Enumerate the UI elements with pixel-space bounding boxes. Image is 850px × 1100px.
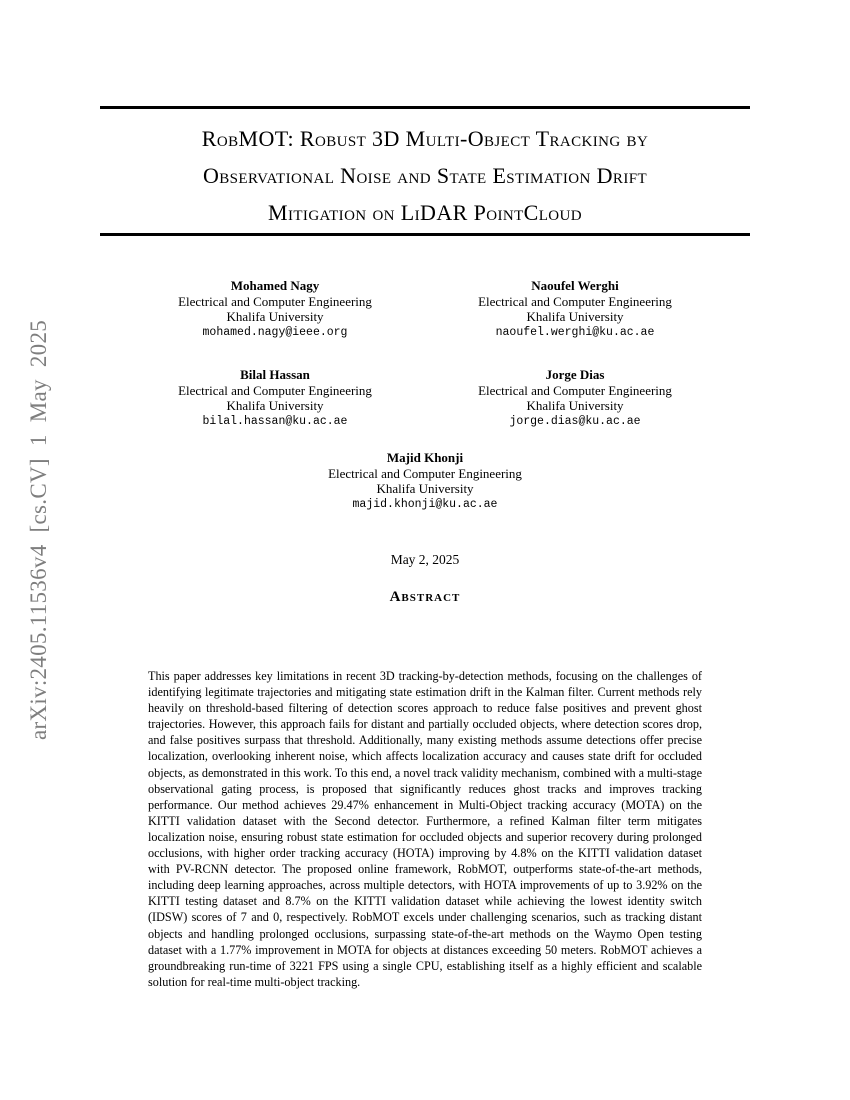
abstract-heading: Abstract xyxy=(389,589,461,605)
author-block-jorge-dias xyxy=(425,367,725,430)
paper-title-line-1: RobMOT: Robust 3D Multi-Object Tracking by xyxy=(201,126,649,151)
author-name: Mohamed Nagy xyxy=(230,278,320,293)
author-block-bilal-hassan xyxy=(125,367,425,430)
author-email: jorge.dias@ku.ac.ae xyxy=(509,414,641,428)
author-university: Khalifa University xyxy=(526,309,624,325)
author-center-row xyxy=(0,450,850,513)
paper-title-line-3: Mitigation on LiDAR PointCloud xyxy=(268,200,582,225)
authors-grid xyxy=(125,278,725,430)
paper-title-line-2: Observational Noise and State Estimation Drift xyxy=(202,163,648,188)
author-block-naoufel-werghi xyxy=(425,278,725,341)
author-name: Naoufel Werghi xyxy=(531,278,619,293)
author-email: mohamed.nagy@ieee.org xyxy=(202,326,348,340)
paper-title xyxy=(0,120,850,231)
title-rule-bottom xyxy=(100,233,750,236)
author-name: Jorge Dias xyxy=(545,366,605,382)
author-block-mohamed-nagy xyxy=(125,278,425,341)
author-university: Khalifa University xyxy=(226,398,324,414)
author-university: Khalifa University xyxy=(226,309,324,325)
author-university: Khalifa University xyxy=(376,481,474,497)
title-rule-top xyxy=(100,106,750,109)
author-university: Khalifa University xyxy=(526,398,624,414)
abstract-text: This paper addresses key limitations in recent 3D tracking-by-detection methods, focusing on the challenges of identifying legitimate trajectories and mitigating state estimation drift in the Kalman filter. Current methods rely heavily on threshold-based filtering of detection scores approach to reduce false positives and prevent ghost trajectories. However, this approach fails for distant and partially occluded objects, where detection scores drop, and false positives surpass that threshold. Additionally, many existing methods assume detections offer precise localization, overlooking inherent noise, which affects localization accuracy and causes state drift for occluded objects, as demonstrated in this work. To this end, a novel track validity mechanism, combined with a multi-stage observational gating process, is proposed that significantly reduces ghost tracks and improves tracking performance. Our method achieves 29.47% enhancement in Multi-Object tracking accuracy (MOTA) on the KITTI validation dataset with the Second detector. Furthermore, a refined Kalman filter term mitigates localization noise, ensuring robust state estimation for occluded objects and superior recovery during prolonged occlusions, with higher order tracking accuracy (HOTA) improving by 4.8% on the KITTI validation dataset with PV-RCNN detector. The proposed online framework, RobMOT, outperforms state-of-the-art methods, including deep learning approaches, across multiple detectors, with HOTA improvements of up to 3.92% on the KITTI testing dataset and 8.7% on the KITTI validation dataset while achieving the lowest identity switch (IDSW) scores of 7 and 0, respectively. RobMOT excels under challenging scenarios, such as tracking distant objects and handling prolonged occlusions, surpassing state-of-the-art methods on the Waymo Open testing dataset with a 1.77% improvement in MOTA for objects at distances exceeding 50 meters. RobMOT achieves a groundbreaking run-time of 3221 FPS using a single CPU, establishing itself as a highly efficient and scalable solution for real-time multi-object tracking. xyxy=(148,669,702,989)
author-department: Electrical and Computer Engineering xyxy=(478,382,672,398)
author-block-majid-khonji xyxy=(265,450,585,513)
author-department: Electrical and Computer Engineering xyxy=(178,293,372,309)
author-email: naoufel.werghi@ku.ac.ae xyxy=(495,326,655,340)
author-name: Majid Khonji xyxy=(386,450,464,465)
author-name: Bilal Hassan xyxy=(240,366,310,382)
author-department: Electrical and Computer Engineering xyxy=(478,293,672,309)
author-email: majid.khonji@ku.ac.ae xyxy=(352,498,498,512)
author-email: bilal.hassan@ku.ac.ae xyxy=(202,414,348,428)
paper-date: May 2, 2025 xyxy=(390,552,460,567)
author-department: Electrical and Computer Engineering xyxy=(328,465,522,481)
author-department: Electrical and Computer Engineering xyxy=(178,382,372,398)
arxiv-sidebar-stamp: arXiv:2405.11536v4 [cs.CV] 1 May 2025 xyxy=(26,319,51,741)
